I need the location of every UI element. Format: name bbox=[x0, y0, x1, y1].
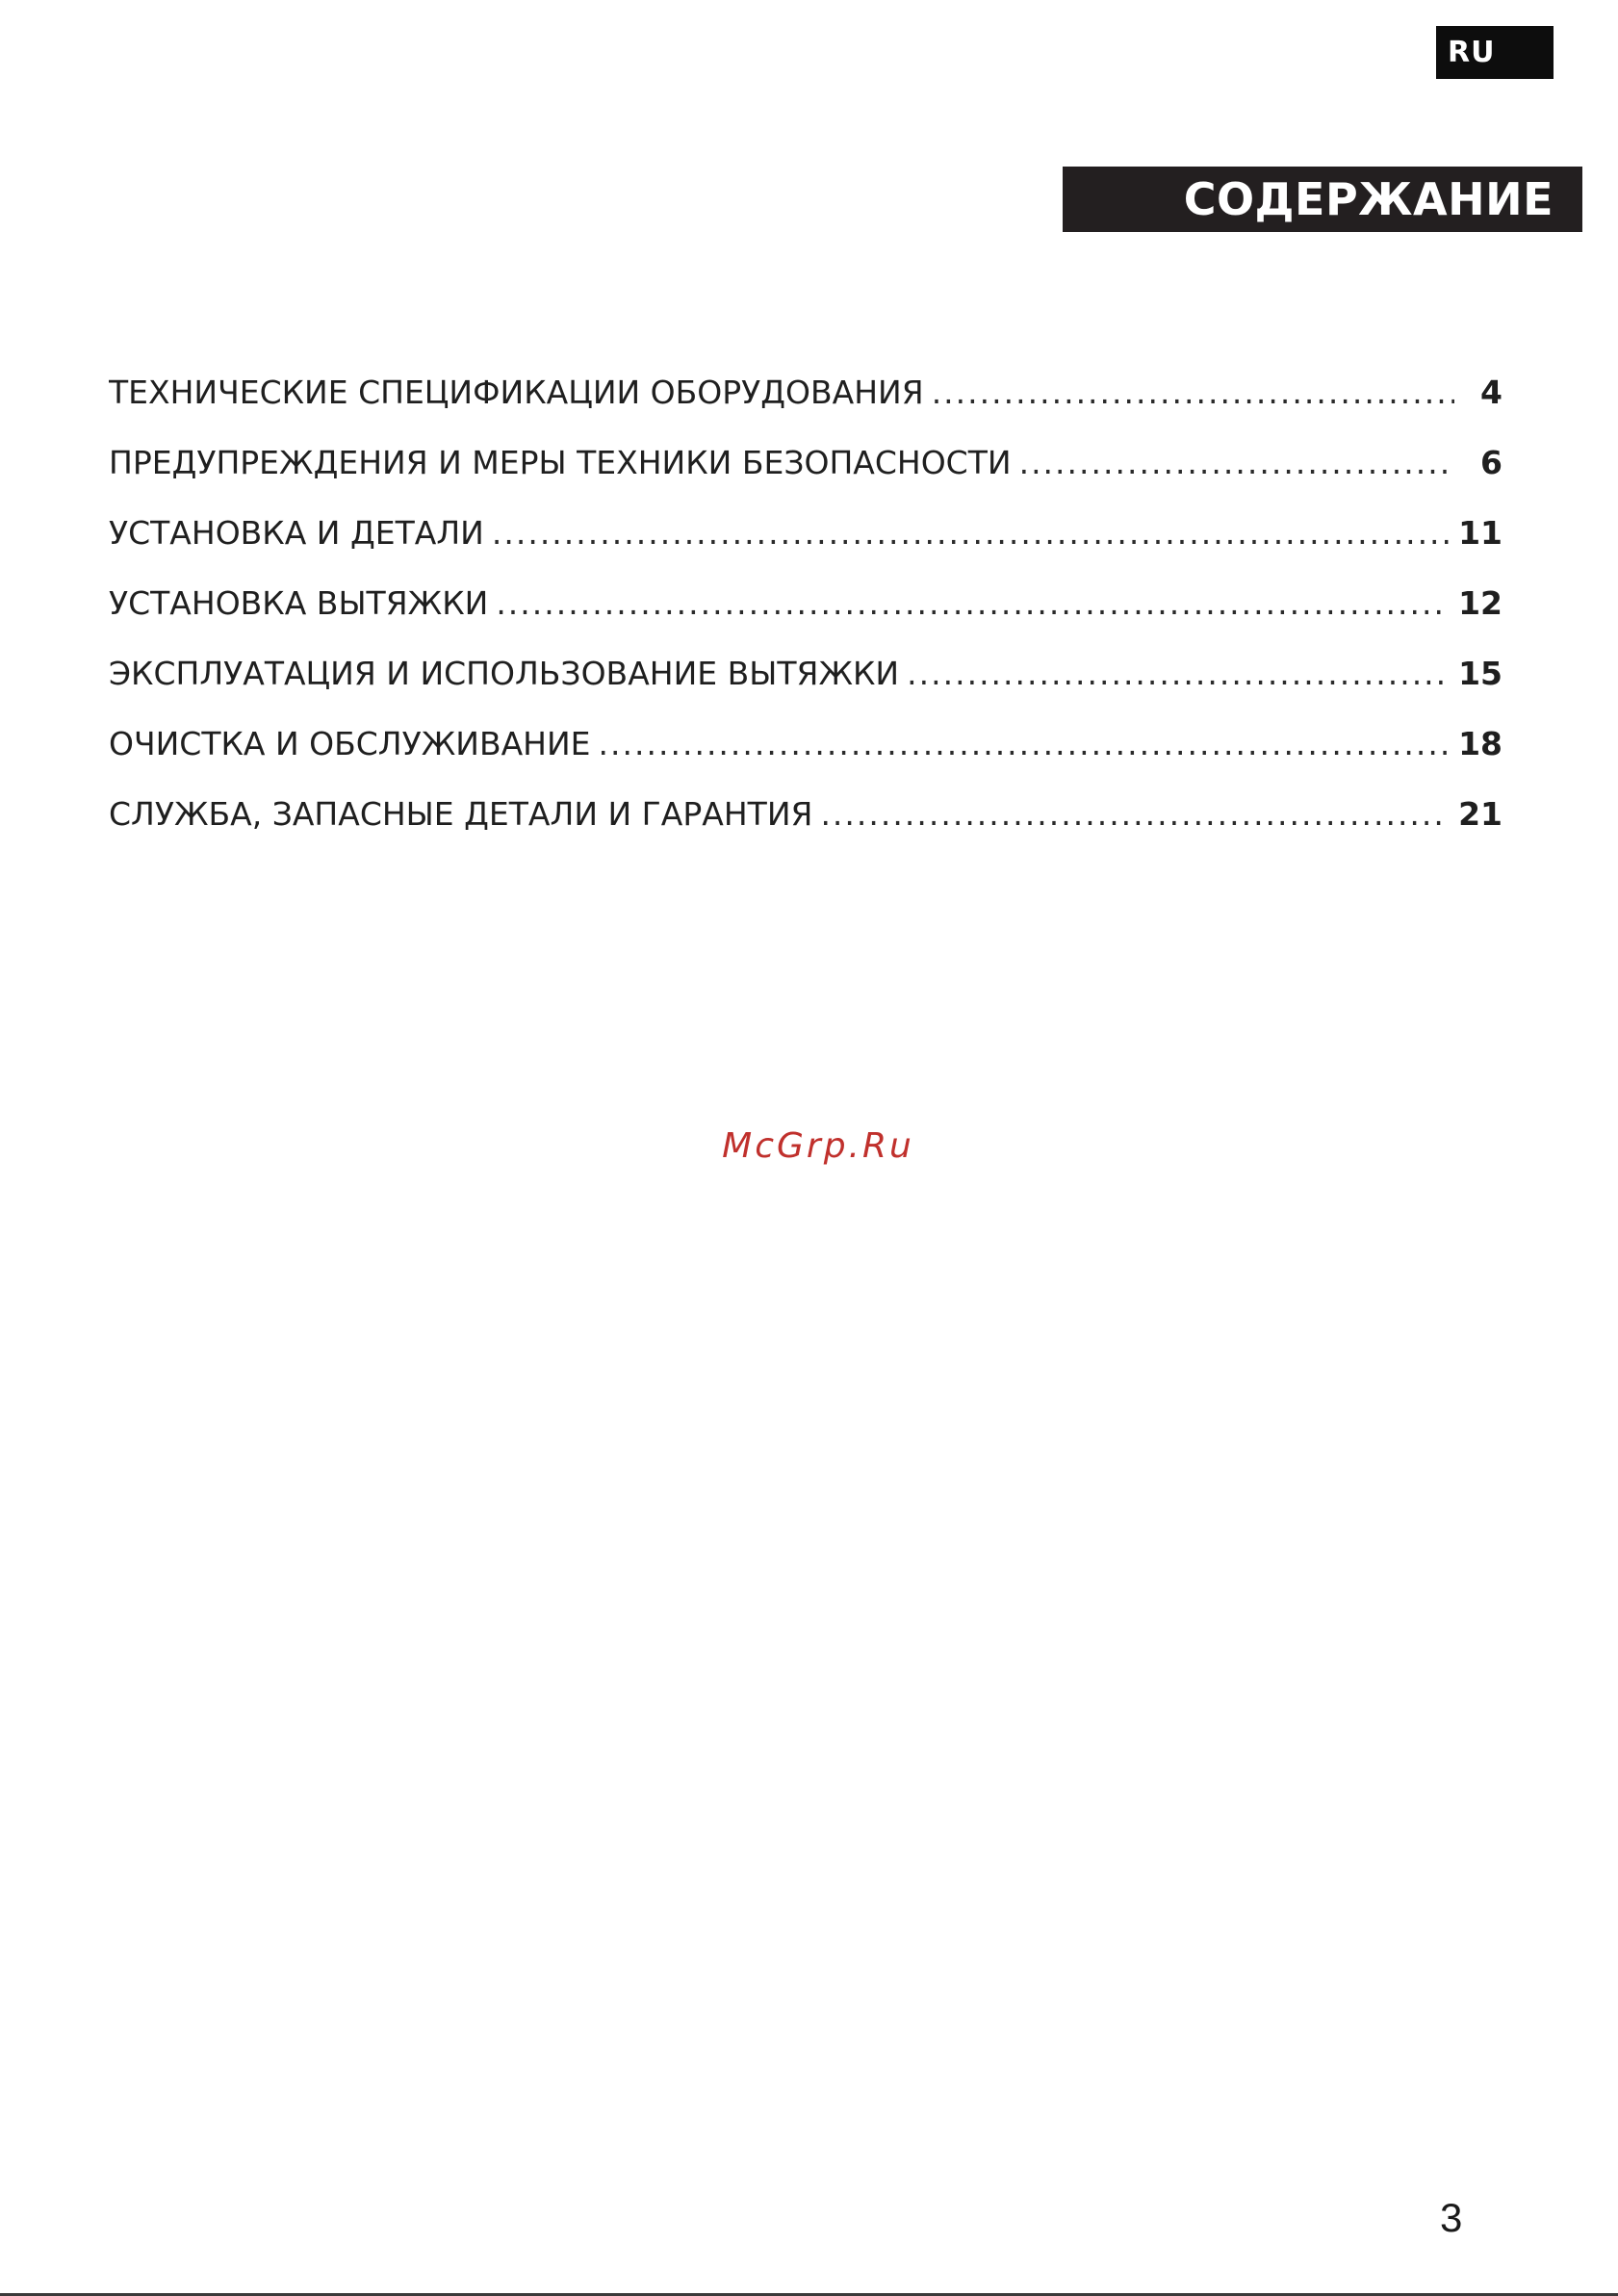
toc-item-label: УСТАНОВКА ВЫТЯЖКИ bbox=[109, 584, 489, 622]
toc-item-label: ТЕХНИЧЕСКИЕ СПЕЦИФИКАЦИИ ОБОРУДОВАНИЯ bbox=[109, 374, 924, 411]
toc-item-label: ЭКСПЛУАТАЦИЯ И ИСПОЛЬЗОВАНИЕ ВЫТЯЖКИ bbox=[109, 655, 900, 692]
toc-dot-leader bbox=[820, 795, 1449, 833]
toc-item-page: 11 bbox=[1458, 514, 1502, 552]
toc-item-operation[interactable] bbox=[109, 655, 1502, 725]
toc-dot-leader bbox=[1019, 444, 1454, 481]
toc-item-page: 15 bbox=[1458, 655, 1502, 692]
toc-dot-leader bbox=[496, 584, 1449, 622]
toc-item-page: 21 bbox=[1458, 795, 1502, 833]
toc-dot-leader bbox=[907, 655, 1449, 692]
page-title: СОДЕРЖАНИЕ bbox=[1063, 167, 1582, 232]
toc-item-safety[interactable] bbox=[109, 444, 1502, 514]
toc-item-label: ОЧИСТКА И ОБСЛУЖИВАНИЕ bbox=[109, 725, 591, 762]
page-number: 3 bbox=[1440, 2195, 1463, 2240]
toc-item-label: СЛУЖБА, ЗАПАСНЫЕ ДЕТАЛИ И ГАРАНТИЯ bbox=[109, 795, 813, 833]
toc-item-specifications[interactable] bbox=[109, 374, 1502, 444]
toc-item-cleaning[interactable] bbox=[109, 725, 1502, 795]
toc-dot-leader bbox=[599, 725, 1450, 762]
toc-item-page: 12 bbox=[1458, 584, 1502, 622]
toc-item-label: УСТАНОВКА И ДЕТАЛИ bbox=[109, 514, 484, 552]
watermark: McGrp.Ru bbox=[722, 1126, 914, 1166]
table-of-contents bbox=[109, 374, 1502, 865]
toc-item-label: ПРЕДУПРЕЖДЕНИЯ И МЕРЫ ТЕХНИКИ БЕЗОПАСНОСТИ bbox=[109, 444, 1012, 481]
language-badge: RU bbox=[1436, 26, 1554, 79]
toc-item-page: 4 bbox=[1480, 374, 1502, 411]
toc-item-installation-parts[interactable] bbox=[109, 514, 1502, 584]
toc-dot-leader bbox=[492, 514, 1449, 552]
toc-dot-leader bbox=[932, 374, 1454, 411]
toc-item-page: 18 bbox=[1458, 725, 1502, 762]
toc-item-page: 6 bbox=[1480, 444, 1502, 481]
toc-item-service-warranty[interactable] bbox=[109, 795, 1502, 865]
toc-item-hood-installation[interactable] bbox=[109, 584, 1502, 655]
